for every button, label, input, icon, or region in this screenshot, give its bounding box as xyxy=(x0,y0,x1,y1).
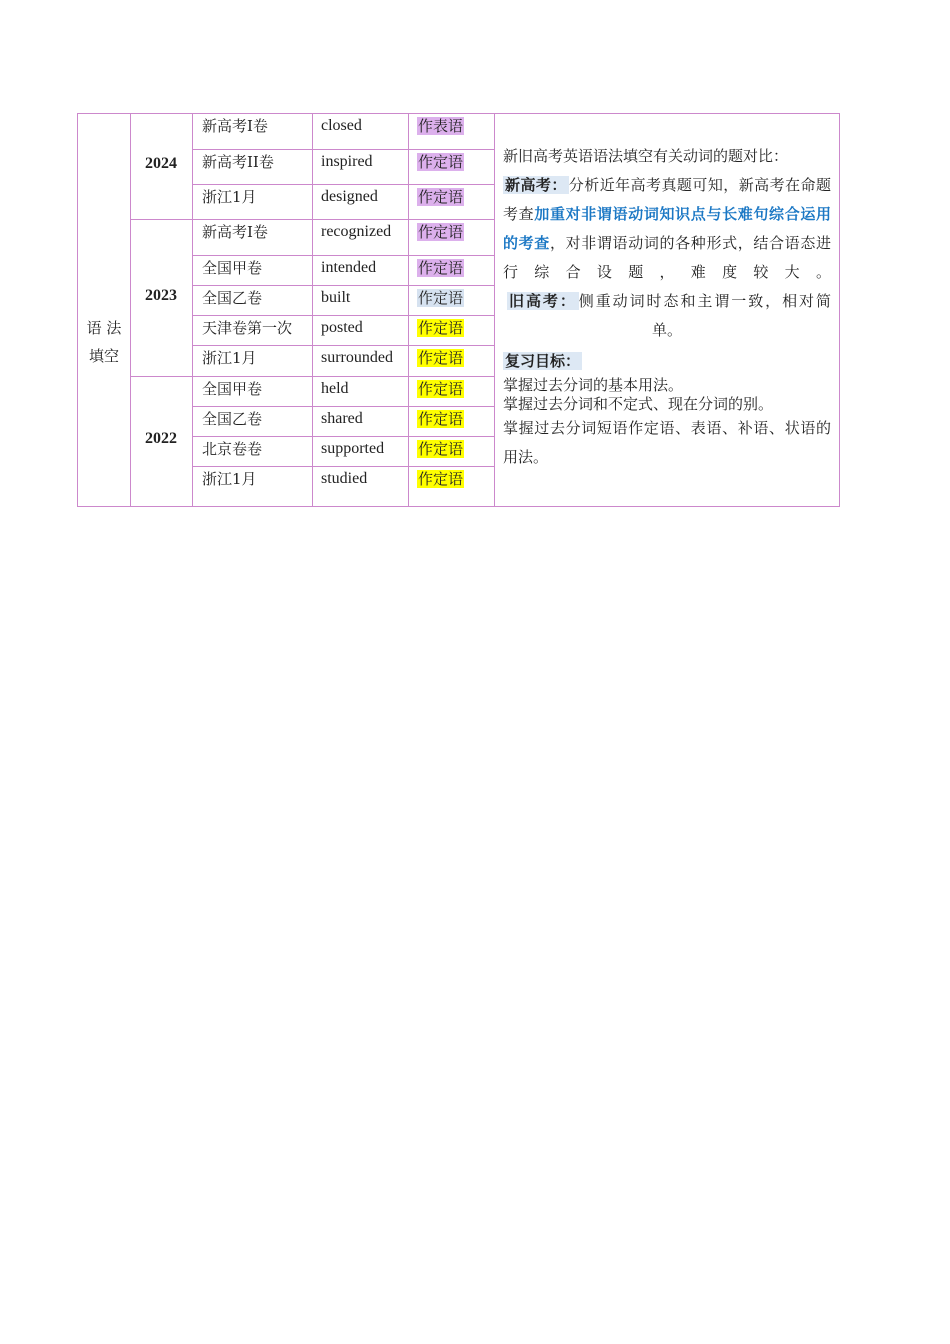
usage-highlight: 作定语 xyxy=(418,319,464,337)
verb-form: studied xyxy=(321,470,368,487)
verb-form: surrounded xyxy=(321,349,393,366)
row-divider xyxy=(192,255,494,256)
verb-form: recognized xyxy=(321,223,392,240)
exam-name: 全国甲卷 xyxy=(202,259,263,277)
usage-cell xyxy=(417,439,464,459)
verb-form: shared xyxy=(321,410,363,427)
new-gaokao-paragraph: 新高考： 分析近年高考真题可知，新高考在命题考查加重对非谓语动词知识点与长难句综合运用的考查，对非谓语动词的各种形式，结合语态进行综合设题，难度较大。 xyxy=(503,176,831,281)
usage-highlight: 作定语 xyxy=(418,410,464,428)
usage-cell xyxy=(417,348,464,368)
exam-name: 浙江1月 xyxy=(202,188,257,206)
table-border-left xyxy=(77,113,78,506)
exam-name: 浙江1月 xyxy=(202,349,257,367)
usage-highlight: 作定语 xyxy=(418,259,464,277)
usage-highlight: 作表语 xyxy=(418,117,464,135)
usage-highlight: 作定语 xyxy=(418,289,464,307)
row-divider xyxy=(192,315,494,316)
old-gaokao-paragraph: 旧高考： 侧重动词时态和主谓一致，相对简 xyxy=(509,292,831,310)
row-divider xyxy=(192,285,494,286)
column-divider xyxy=(408,113,409,506)
usage-cell xyxy=(417,116,464,136)
exam-name: 新高考Ⅰ卷 xyxy=(202,223,268,241)
usage-highlight: 作定语 xyxy=(418,223,464,241)
new-gaokao-emphasis: 加重对非谓语动词知识点与长难句综合运用的考查 xyxy=(503,205,831,252)
row-divider xyxy=(192,406,494,407)
usage-cell xyxy=(417,187,464,207)
row-divider xyxy=(192,466,494,467)
exam-name: 全国乙卷 xyxy=(202,410,263,428)
column-divider xyxy=(192,113,193,506)
summary-intro: 新旧高考英语语法填空有关动词的题对比： xyxy=(503,147,789,165)
old-gaokao-label: 旧高考： xyxy=(509,292,577,310)
usage-highlight: 作定语 xyxy=(418,188,464,206)
usage-cell xyxy=(417,288,464,308)
exam-name: 新高考II卷 xyxy=(202,153,274,171)
usage-highlight: 作定语 xyxy=(418,349,464,367)
old-gaokao-tail: 单。 xyxy=(651,321,682,339)
row-divider xyxy=(192,436,494,437)
exam-name: 全国乙卷 xyxy=(202,289,263,307)
usage-cell xyxy=(417,409,464,429)
exam-name: 全国甲卷 xyxy=(202,380,263,398)
column-divider xyxy=(494,113,495,506)
usage-cell xyxy=(417,152,464,172)
usage-cell xyxy=(417,469,464,489)
usage-cell xyxy=(417,318,464,338)
verb-form: built xyxy=(321,289,351,306)
category-label xyxy=(86,314,122,370)
usage-highlight: 作定语 xyxy=(418,380,464,398)
row-divider xyxy=(192,149,494,150)
exam-name: 北京卷卷 xyxy=(202,440,263,458)
year-group-divider xyxy=(130,219,494,220)
year-label: 2024 xyxy=(145,155,177,172)
year-label: 2022 xyxy=(145,430,177,447)
usage-highlight: 作定语 xyxy=(418,153,464,171)
goal-item-2: 掌握过去分词和不定式、现在分词的别。 xyxy=(503,395,774,413)
verb-form: posted xyxy=(321,319,363,336)
usage-cell xyxy=(417,222,464,242)
verb-form: supported xyxy=(321,440,385,457)
verb-form: designed xyxy=(321,188,378,205)
usage-cell xyxy=(417,379,464,399)
table-border-bottom xyxy=(77,506,840,507)
usage-highlight: 作定语 xyxy=(418,440,464,458)
usage-cell xyxy=(417,258,464,278)
review-goal-heading xyxy=(503,347,831,376)
table-border-right xyxy=(839,113,840,506)
new-gaokao-label: 新高考： xyxy=(505,176,567,194)
review-goal-label: 复习目标： xyxy=(505,352,581,370)
exam-name: 浙江1月 xyxy=(202,470,257,488)
exam-name: 新高考I卷 xyxy=(202,117,268,135)
year-group-divider xyxy=(130,376,494,377)
row-divider xyxy=(192,345,494,346)
category-line-2: 填空 xyxy=(88,347,119,365)
verb-form: intended xyxy=(321,259,377,276)
verb-form: held xyxy=(321,380,349,397)
goal-item-1: 掌握过去分词的基本用法。 xyxy=(503,376,684,394)
row-divider xyxy=(192,184,494,185)
summary-panel xyxy=(503,142,831,472)
year-label: 2023 xyxy=(145,286,177,304)
goal-item-3: 掌握过去分词短语作定语、表语、补语、状语的用法。 xyxy=(503,419,831,466)
verb-form: inspired xyxy=(321,153,373,170)
column-divider xyxy=(312,113,313,506)
category-line-1: 语 法 xyxy=(86,319,122,337)
verb-form: closed xyxy=(321,117,362,134)
usage-highlight: 作定语 xyxy=(418,470,464,488)
exam-name: 天津卷第一次 xyxy=(202,319,293,337)
